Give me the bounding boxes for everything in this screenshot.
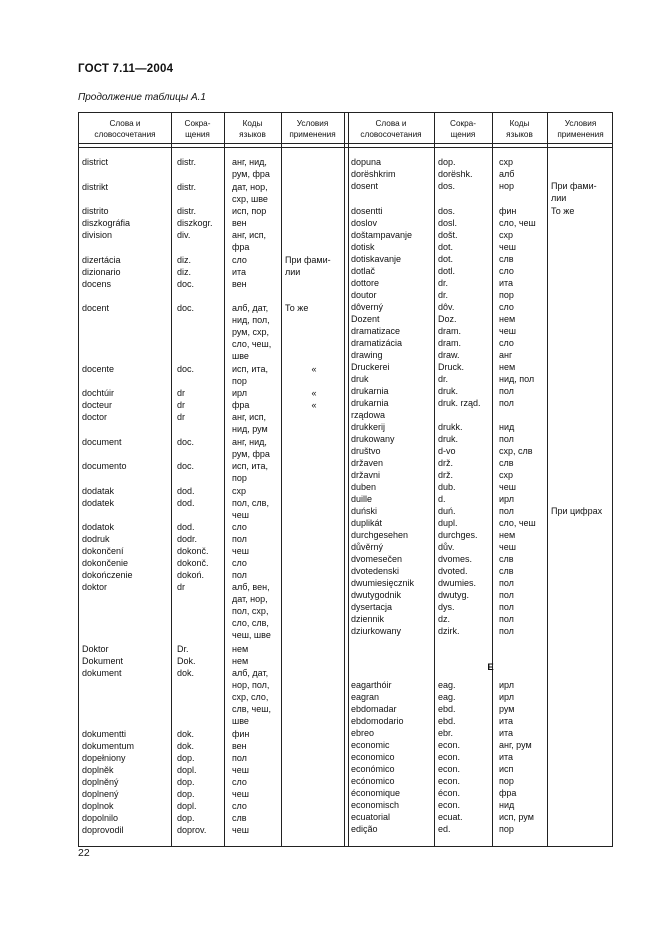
table-cell-codes: фин вен пол чеш сло чеш сло слв чеш — [232, 729, 250, 835]
table-cell-abbr: dr dr dr — [177, 388, 186, 422]
col-divider — [224, 113, 225, 846]
table-cell-codes: сло пол чеш сло пол алб, вен, дат, нор, пол, схр, сло, слв, чеш, шве — [232, 522, 271, 640]
table-cell-word: docente — [82, 364, 115, 374]
table-cell-codes: сло ита вен — [232, 255, 247, 289]
table-cell-abbr: dod. dod. — [177, 486, 195, 508]
table-cell-codes: дат, нор, схр, шве — [232, 182, 268, 204]
table-cell-codes: фин сло, чеш схр чеш слв сло ита пор сло нем чеш сло анг нем нид, пол пол пол нид пол схр, слв слв схр чеш ирл пол сло, чеш нем чеш слв слв пол пол пол пол пол — [499, 206, 536, 636]
column-header-words: Слова и словосочетания — [94, 119, 156, 139]
table-cell-word: dodatok dodruk dokončení dokončenie dokończenie doktor — [82, 522, 133, 592]
table-cell-word: dopuna dorëshkrim dosent — [351, 157, 396, 191]
col-divider-center — [344, 113, 345, 846]
table-cell-word: docent — [82, 303, 110, 313]
table-cell-abbr: distr. — [177, 182, 197, 192]
table-cell-abbr: dok. dok. dop. dopl. dop. dop. dopl. dop. doprov. — [177, 729, 207, 835]
table-cell-codes: исп, ита, пор — [232, 461, 268, 483]
table-cell-word: dochtúir docteur doctor — [82, 388, 115, 422]
table-cell-abbr: doc. — [177, 437, 195, 447]
table-cell-abbr: doc. — [177, 364, 195, 374]
table-cell-abbr: doc. — [177, 461, 195, 471]
table-cell-word: Doktor Dokument dokument — [82, 644, 124, 678]
table-cell-abbr: distr. diszkogr. div. — [177, 206, 213, 240]
table-cell-cond: « « — [311, 388, 317, 410]
column-header-conditions: Условия применения — [289, 119, 336, 139]
column-header-codes: Коды языков — [506, 119, 533, 139]
table-cell-codes: ирл фра анг, исп, нид, рум — [232, 388, 268, 434]
table-cell-abbr: dop. dorëshk. dos. — [438, 157, 473, 191]
table-cell-abbr: dod. dodr. dokonč. dokonč. dokoń. dr — [177, 522, 209, 592]
table-cell-cond: При фами- лии — [551, 181, 597, 203]
page-number: 22 — [78, 847, 90, 859]
table-cell-abbr: dos. dosl. došt. dot. dot. dotl. dr. dr. dôv. Doz. dram. dram. draw. Druck. dr. druk. druk. rząd. drukk. druk. d-vo drž. drž. dub. d. duń. dupl. durchges. dův. dvomes. dvoted. dwumies. dwutyg. dys. dz. dzirk. — [438, 206, 481, 636]
table-cell-codes: ирл ирл рум ита ита анг, рум ита исп пор фра нид исп, рум пор — [499, 680, 534, 834]
table-cell-word: distrikt — [82, 182, 109, 192]
table-cell-codes: анг, нид, рум, фра — [232, 157, 270, 179]
standard-title: ГОСТ 7.11—2004 — [78, 63, 174, 75]
table-cell-abbr: distr. — [177, 157, 197, 167]
col-divider — [492, 113, 493, 846]
col-divider — [171, 113, 172, 846]
table-cell-word: dosentti doslov doštampavanje dotisk dotiskavanje dotlač dottore doutor dôverný Dozent dramatizace dramatizácia drawing Druckerei druk drukarnia drukarnia rządowa drukkerij drukowany društvo državen državni duben duille duński duplikát durchgesehen důvěrný dvomesečen dvotedenski dwumiesięcznik dwutygodnik dysertacja dziennik dziurkowany — [351, 206, 415, 636]
table-cell-word: distrito diszkográfia division — [82, 206, 131, 240]
table-cell-codes: алб, дат, нид, пол, рум, схр, сло, чеш, шве — [232, 303, 272, 361]
section-letter: E — [487, 662, 494, 673]
table-cell-abbr: diz. diz. doc. — [177, 255, 195, 289]
column-header-conditions: Условия применения — [557, 119, 604, 139]
header-divider — [79, 143, 612, 144]
column-header-codes: Коды языков — [239, 119, 266, 139]
table-cell-codes: анг, нид, рум, фра — [232, 437, 270, 459]
col-divider-center-double — [348, 113, 349, 846]
table-cell-word: district — [82, 157, 109, 167]
table-cell-word: documento — [82, 461, 127, 471]
table-cell-word: eagarthóir eagran ebdomadar ebdomodario ebreo economic economico económico ecónomico économique economisch ecuatorial edição — [351, 680, 404, 834]
table-cell-cond: При фами- лии — [285, 255, 331, 277]
col-divider — [281, 113, 282, 846]
column-header-abbr: Сокра- щения — [184, 119, 211, 139]
table-cell-word: document — [82, 437, 122, 447]
col-divider — [547, 113, 548, 846]
table-cell-word: dizertácia dizionario docens — [82, 255, 121, 289]
table-cell-cond: То же — [285, 303, 309, 313]
table-cell-abbr: Dr. Dok. dok. — [177, 644, 196, 678]
table-cell-codes: схр пол, слв, чеш — [232, 486, 269, 520]
table-cell-abbr: eag. eag. ebd. ebd. ebr. econ. econ. econ. econ. écon. econ. ecuat. ed. — [438, 680, 463, 834]
header-divider-double — [79, 147, 612, 148]
table-cell-word: dokumentti dokumentum dopełniony doplněk doplněný doplnený doplnok dopolnilo doprovodil — [82, 729, 135, 835]
table-cell-word: dodatak dodatek — [82, 486, 115, 508]
table-cell-codes: исп, пор вен анг, исп, фра — [232, 206, 267, 252]
table-cell-codes: схр алб нор — [499, 157, 515, 191]
table-cell-abbr: doc. — [177, 303, 195, 313]
table-cell-codes: исп, ита, пор — [232, 364, 268, 386]
table-cell-cond: « — [311, 364, 317, 374]
col-divider — [434, 113, 435, 846]
table-continuation-caption: Продолжение таблицы А.1 — [78, 92, 206, 103]
column-header-words: Слова и словосочетания — [360, 119, 422, 139]
table-cell-cond: То же При цифрах — [551, 206, 603, 516]
table-cell-codes: нем нем алб, дат, нор, пол, схр, сло, слв, чеш, шве — [232, 644, 271, 726]
abbreviation-table — [78, 112, 613, 847]
column-header-abbr: Сокра- щения — [450, 119, 476, 139]
